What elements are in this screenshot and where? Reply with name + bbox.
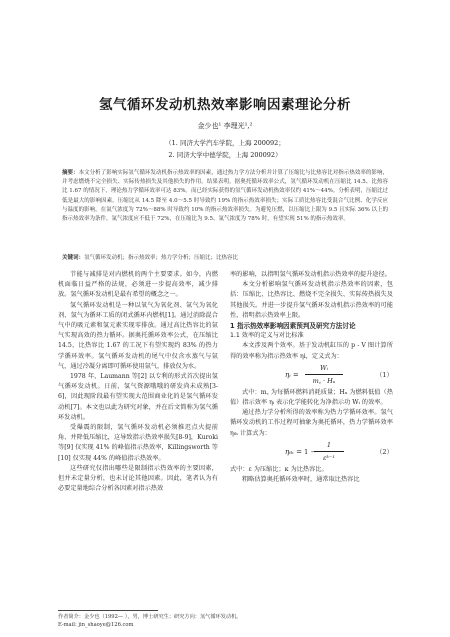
left-column	[58, 270, 218, 494]
keywords	[62, 254, 388, 263]
section-heading: 1 指示热效率影响因素预判及研究方法讨论	[230, 322, 356, 331]
fraction-denominator: m꜀ · Hᵤ	[312, 377, 336, 386]
fraction-numerator: Wᵢ	[320, 363, 328, 372]
paragraph: 这些研究仅指出哪些是限制指示热效率的主要因素，但并未定量分析，也未讨论其他因素。因此，笔者认为有必要定量地综合分析各因素对指示热效	[58, 464, 218, 493]
equation-fraction	[314, 440, 344, 463]
footnote-email: E-mail: jin_shaoye@126.com	[58, 622, 134, 628]
fraction-bar	[314, 451, 344, 452]
paragraph: 式中：ε 为压缩比；κ 为比热容比。	[230, 465, 328, 473]
paragraph: 通过热力学分析所得的效率称为热力学循环效率。氢气循环发动机的工作过程可抽象为奥托循环，热力学循环效率 ηₜₕ 计算式为：	[230, 409, 393, 437]
abstract	[62, 169, 388, 224]
paragraph: 节能与减排是对内燃机的两个主要要求。如今，内燃机面临日益严格的法规，必须进一步提高效率，减少排放。氢气循环发动机是最有希望的概念之一。	[58, 271, 218, 299]
paragraph: 本文分析影响氢气循环发动机指示热效率的因素，包括：压缩比、比热容比、燃烧不完全损失、实际传热损失及其他损失。并进一步提升氢气循环发动机指示热效率的可能性，指明指示热效率上限。	[230, 281, 393, 319]
fraction-denominator: εᵏ⁻¹	[323, 454, 335, 463]
equation-1	[230, 362, 393, 388]
right-column	[230, 270, 393, 485]
equation-fraction	[305, 363, 343, 386]
paper-title: 氢气循环发动机热效率影响因素理论分析	[99, 97, 351, 113]
equation-term: 1 −	[304, 447, 317, 456]
equation-lhs: ηₜₕ =	[285, 447, 303, 456]
affiliation-1: （1. 同济大学汽车学院，上海 200092；	[165, 139, 285, 147]
footnote-divider	[58, 610, 158, 611]
paragraph: 受爆震的限制，氢气循环发动机必须推迟点火提前角、并降低压缩比，这导致指示热效率损失[8-9]，Kuroki 等[9] 仅实现 41% 的峰值指示热效率，Killingsworth 等[10] 仅实现 44% 的峰值指示热效率。	[58, 424, 218, 462]
author-footnote	[58, 613, 398, 629]
equation-2	[230, 439, 393, 465]
paragraph: 氢气循环发动机是一种以氧气为氧化剂、氩气为氧化剂、氢气为循环工质的闭式循环内燃机[1]。通过消除混合气中的吸元素和氢元素实现零排放。通过高比热容比的氩气实现高效的热力循环。据奥托循环效率公式，在压缩比 14.5、比热容比 1.67 的工况下有望实现约 83% 的热力学循环效率。氢气循环发动机的尾气中仅含水蒸气与氩气，通过冷凝分离即可循环使用氩气，排放仅为水。	[58, 301, 218, 370]
equation-number: （1）	[375, 370, 393, 379]
affiliation-2: 2. 同济大学中德学院，上海 200092）	[168, 151, 282, 159]
paragraph: 式中：m꜀ 为每循环燃料消耗质量；Hᵤ 为燃料低值（热值）指示效率 ηᵢ 表示化学能转化为净指示功 Wᵢ 的效率。	[230, 388, 393, 407]
keywords-label: 关键词：	[62, 255, 85, 261]
equation-lhs: ηᵢ =	[285, 370, 299, 379]
paragraph: 1978 年，Laumann 等[2] 以专利的形式首次提出氢气循环发动机。日前，氢气资源哦哦的研发尚未成熟[3-6]，因此现阶段最有望实现大范围商业化的是氢气循环发动机[7]。本文也以此为研究对象，并在后文简称为氢气循环发动机。	[58, 373, 218, 421]
fraction-bar	[305, 374, 343, 375]
paragraph: 粗略估算奥托循环效率时，通常取比热容比	[242, 476, 360, 484]
authors-line: 金少也¹ 李理光¹,²	[197, 122, 253, 130]
abstract-text: 本文分析了影响实际氢气循环发动机指示热效率的因素，通过热力学方法分析并计算了压缩比与比热容比对指示热效率的影响，并考虑燃烧不完全损失、实际传热损失及其他损失的作用。结果表明，据奥托循环效率公式，氢气循环发动机在压缩比 14.5、比热容比 1.67 的情况下，理论热力学循环效率可达 83%。而已经实际获得的氢气循环发动机热效率仅约 41%～44%。分析表明，压缩比过低是最大的影响因素。压缩比从 14.5 降至 4.0～5.5 时导致约 19% 的指示热效率损失；实际工质比热容比受混合气比例、化学反应与温度的影响，在氩气浓度为 72%～88% 时导致约 10% 的指示热效率损失。为避免压燃，以压缩比上限为 9.5 且实际 36% 以上的指示热效率为条件，氩气浓度应不低于 72%，在压缩比为 9.5、氩气浓度为 78% 时，有望实现 51% 的指示热效率。	[62, 170, 388, 223]
fraction-numerator: 1	[326, 440, 332, 449]
paragraph: 本文涉及两个效率。基于发动机缸压的 p - V 图计算所得的效率称为指示热效率 ηi，定义式为：	[230, 342, 393, 360]
abstract-label: 摘要：	[62, 170, 79, 176]
footnote-author-info: 作者简介：金少也（1992— ），男，博士研究生；研究方向：氢气循环发动机。	[58, 614, 242, 620]
equation-number: （2）	[375, 447, 393, 456]
keywords-text: 氢气循环发动机；指示热效率；热力学分析；压缩比；比热容比	[84, 255, 239, 261]
paragraph: 率的影响，以指明氢气循环发动机指示热效率的提升途径。	[230, 271, 391, 278]
subsection-heading: 1.1 效率的定义与对比标准	[230, 332, 304, 340]
